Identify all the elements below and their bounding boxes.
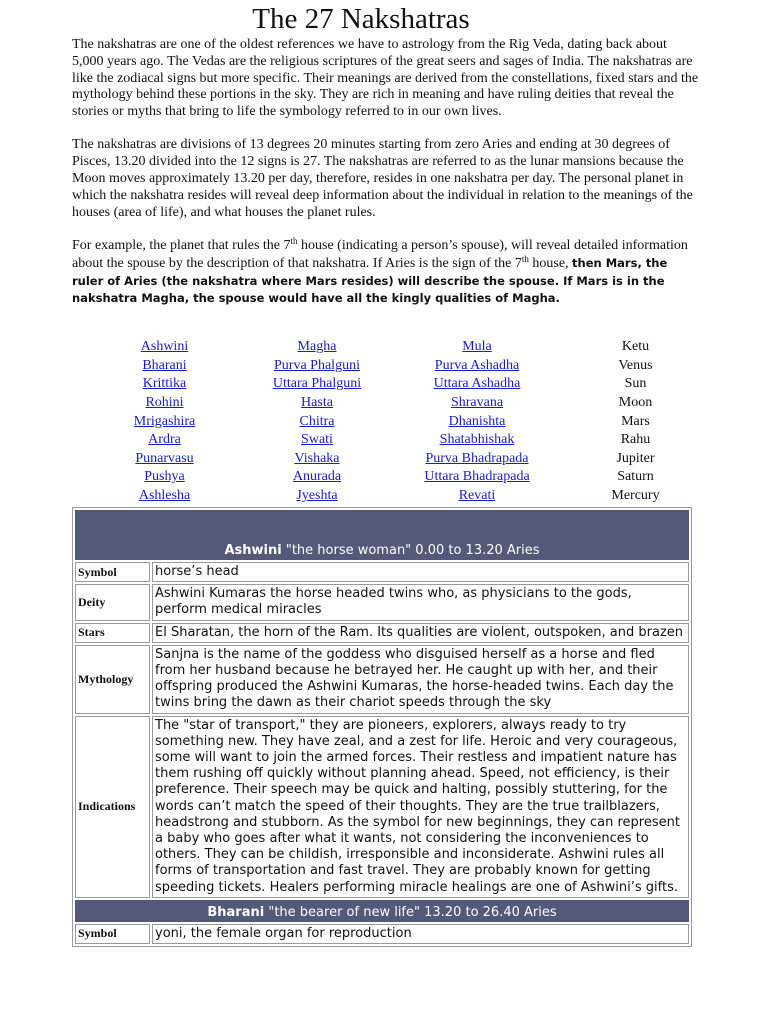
intro-p3-part-b: house (indicating a person’s spouse), will reveal detailed information about the spouse by the description of that nakshatra. If Aries is the sign of the 7	[72, 237, 688, 271]
nakshatra-index-table	[92, 338, 714, 505]
index-row	[92, 468, 714, 487]
nakshatra-link-purva-bhadrapada[interactable]: Purva Bhadrapada	[425, 450, 529, 466]
intro-p3-bold: then Mars, the ruler of Aries (the nakshatra where Mars resides) will describe the spouse. If Mars is in the nakshatra Magha, the spouse would have all the kingly qualities of Magha.	[72, 255, 668, 306]
row-value-stars: El Sharatan, the horn of the Ram. Its qualities are violent, outspoken, and brazen	[152, 623, 689, 643]
nakshatra-link-chitra[interactable]: Chitra	[299, 413, 335, 429]
intro-p3-part-c: house,	[528, 255, 569, 271]
ruling-planet: Jupiter	[616, 450, 655, 466]
row-value-deity: Ashwini Kumaras the horse headed twins who, as physicians to the gods, perform medical miracles	[152, 584, 689, 620]
row-label-symbol: Symbol	[75, 562, 150, 582]
nakshatra-link-mrigashira[interactable]: Mrigashira	[133, 413, 196, 429]
detail-row	[75, 623, 689, 643]
page-title: The 27 Nakshatras	[252, 3, 470, 35]
intro-p3-sup-1: th	[290, 235, 298, 246]
index-row	[92, 357, 714, 376]
detail-row	[75, 716, 689, 898]
nakshatra-link-punarvasu[interactable]: Punarvasu	[135, 450, 194, 466]
nakshatra-link-purva-ashadha[interactable]: Purva Ashadha	[434, 357, 520, 373]
intro-paragraph-2: The nakshatras are divisions of 13 degrees 20 minutes starting from zero Aries and ending at 30 degrees of Pisces, 13.20 divided into the 12 signs is 27. The nakshatras are referred to as the lunar mansions because the Moon moves approximately 13.20 per day, therefore, resides in one nakshatra per day. The personal planet in which the nakshatra resides will reveal deep information about the individual in relation to the meanings of the houses (area of life), and what houses the planet rules.	[72, 137, 693, 220]
nakshatra-link-hasta[interactable]: Hasta	[301, 395, 333, 411]
nakshatra-link-mula[interactable]: Mula	[462, 339, 492, 355]
row-label-symbol: Symbol	[75, 924, 150, 944]
nakshatra-link-pushya[interactable]: Pushya	[144, 469, 185, 485]
nakshatra-link-uttara-ashadha[interactable]: Uttara Ashadha	[433, 376, 521, 392]
nakshatra-link-uttara-phalguni[interactable]: Uttara Phalguni	[272, 376, 362, 392]
row-label-indications: Indications	[75, 716, 150, 898]
nakshatra-link-shravana[interactable]: Shravana	[450, 395, 504, 411]
nakshatra-link-ashwini[interactable]: Ashwini	[140, 339, 189, 355]
ruling-planet: Moon	[618, 395, 653, 411]
nakshatra-link-revati[interactable]: Revati	[458, 488, 496, 504]
nakshatra-link-krittika[interactable]: Krittika	[142, 376, 187, 392]
ruling-planet: Rahu	[620, 432, 651, 448]
row-value-symbol: horse’s head	[152, 562, 689, 582]
index-row	[92, 338, 714, 357]
nakshatra-link-rohini[interactable]: Rohini	[145, 395, 184, 411]
row-value-symbol: yoni, the female organ for reproduction	[152, 924, 689, 944]
intro-p3-sup-2: th	[521, 253, 529, 264]
nakshatra-link-ardra[interactable]: Ardra	[148, 432, 181, 448]
ashwini-header-row	[75, 510, 689, 560]
ruling-planet: Saturn	[617, 469, 654, 485]
nakshatra-link-magha[interactable]: Magha	[297, 339, 337, 355]
nakshatra-link-anurada[interactable]: Anurada	[292, 469, 342, 485]
index-row	[92, 412, 714, 431]
row-label-stars: Stars	[75, 623, 150, 643]
ashwini-name: Ashwini	[224, 543, 282, 558]
index-row	[92, 487, 714, 506]
index-row	[92, 375, 714, 394]
row-value-mythology: Sanjna is the name of the goddess who disguised herself as a horse and fled from her husband because he betrayed her. He caught up with her, and their offspring produced the Ashwini Kumaras, the horse-headed twins. Each day the twins bring the dawn as their chariot speeds through the sky	[152, 645, 689, 714]
detail-row	[75, 645, 689, 714]
row-value-indications: The "star of transport," they are pioneers, explorers, always ready to try something new. They have zeal, and a zest for life. Heroic and very courageous, some will want to join the armed forces. Their restless and impatient nature has them rushing off quickly without planning ahead. Speed, not efficiency, is their preference. Their speech may be quick and halting, possibly stuttering, for the words can’t match the speed of their thoughts. They are the true trailblazers, headstrong and stubborn. As the symbol for new beginnings, they can represent a baby who goes after what it wants, not considering the inconveniences to others. They can be childish, irresponsible and inconsiderate. Ashwini rules all forms of transportation and fast travel. They are probably known for getting speeding tickets. Healers performing miracle healings are one of Ashwini’s gifts.	[152, 716, 689, 898]
nakshatra-link-vishaka[interactable]: Vishaka	[294, 450, 340, 466]
nakshatra-link-swati[interactable]: Swati	[301, 432, 333, 448]
nakshatra-link-dhanishta[interactable]: Dhanishta	[448, 413, 506, 429]
nakshatra-link-bharani[interactable]: Bharani	[142, 357, 187, 373]
bharani-subtitle: "the bearer of new life" 13.20 to 26.40 Aries	[264, 904, 557, 920]
ashwini-subtitle: "the horse woman" 0.00 to 13.20 Aries	[281, 543, 540, 558]
bharani-header-row	[75, 900, 689, 922]
bharani-name: Bharani	[207, 904, 265, 920]
nakshatra-link-uttara-bhadrapada[interactable]: Uttara Bhadrapada	[424, 469, 530, 485]
intro-paragraph-1: The nakshatras are one of the oldest references we have to astrology from the Rig Veda, dating back about 5,000 years ago. The Vedas are the religious scriptures of the great seers and sages of India. The nakshatras are like the zodiacal signs but more specific. Their meanings are derived from the constellations, fixed stars and the mythology behind these portions in the sky. They are rich in meaning and have ruling deities that reveal the stories or myths that bring to life the symbology referred to in our own lives.	[72, 37, 699, 120]
ashwini-header	[75, 510, 689, 560]
detail-row	[75, 924, 689, 944]
nakshatra-detail-table	[72, 507, 692, 947]
bharani-header	[75, 900, 689, 922]
index-row	[92, 431, 714, 450]
nakshatra-link-shatabhishak[interactable]: Shatabhishak	[439, 432, 515, 448]
intro-paragraph-3	[72, 235, 700, 308]
intro-p3-part-a: For example, the planet that rules the 7	[72, 237, 291, 253]
intro-text	[72, 37, 700, 308]
nakshatra-link-ashlesha[interactable]: Ashlesha	[138, 488, 191, 504]
detail-row	[75, 562, 689, 582]
ruling-planet: Sun	[624, 376, 647, 392]
nakshatra-link-jyeshta[interactable]: Jyeshta	[296, 488, 338, 504]
ruling-planet: Venus	[618, 357, 653, 373]
nakshatra-link-purva-phalguni[interactable]: Purva Phalguni	[274, 357, 360, 373]
index-row	[92, 450, 714, 469]
row-label-deity: Deity	[75, 584, 150, 620]
ruling-planet: Mars	[621, 413, 650, 429]
row-label-mythology: Mythology	[75, 645, 150, 714]
index-row	[92, 394, 714, 413]
detail-row	[75, 584, 689, 620]
ruling-planet: Mercury	[611, 488, 660, 504]
ruling-planet: Ketu	[621, 339, 650, 355]
